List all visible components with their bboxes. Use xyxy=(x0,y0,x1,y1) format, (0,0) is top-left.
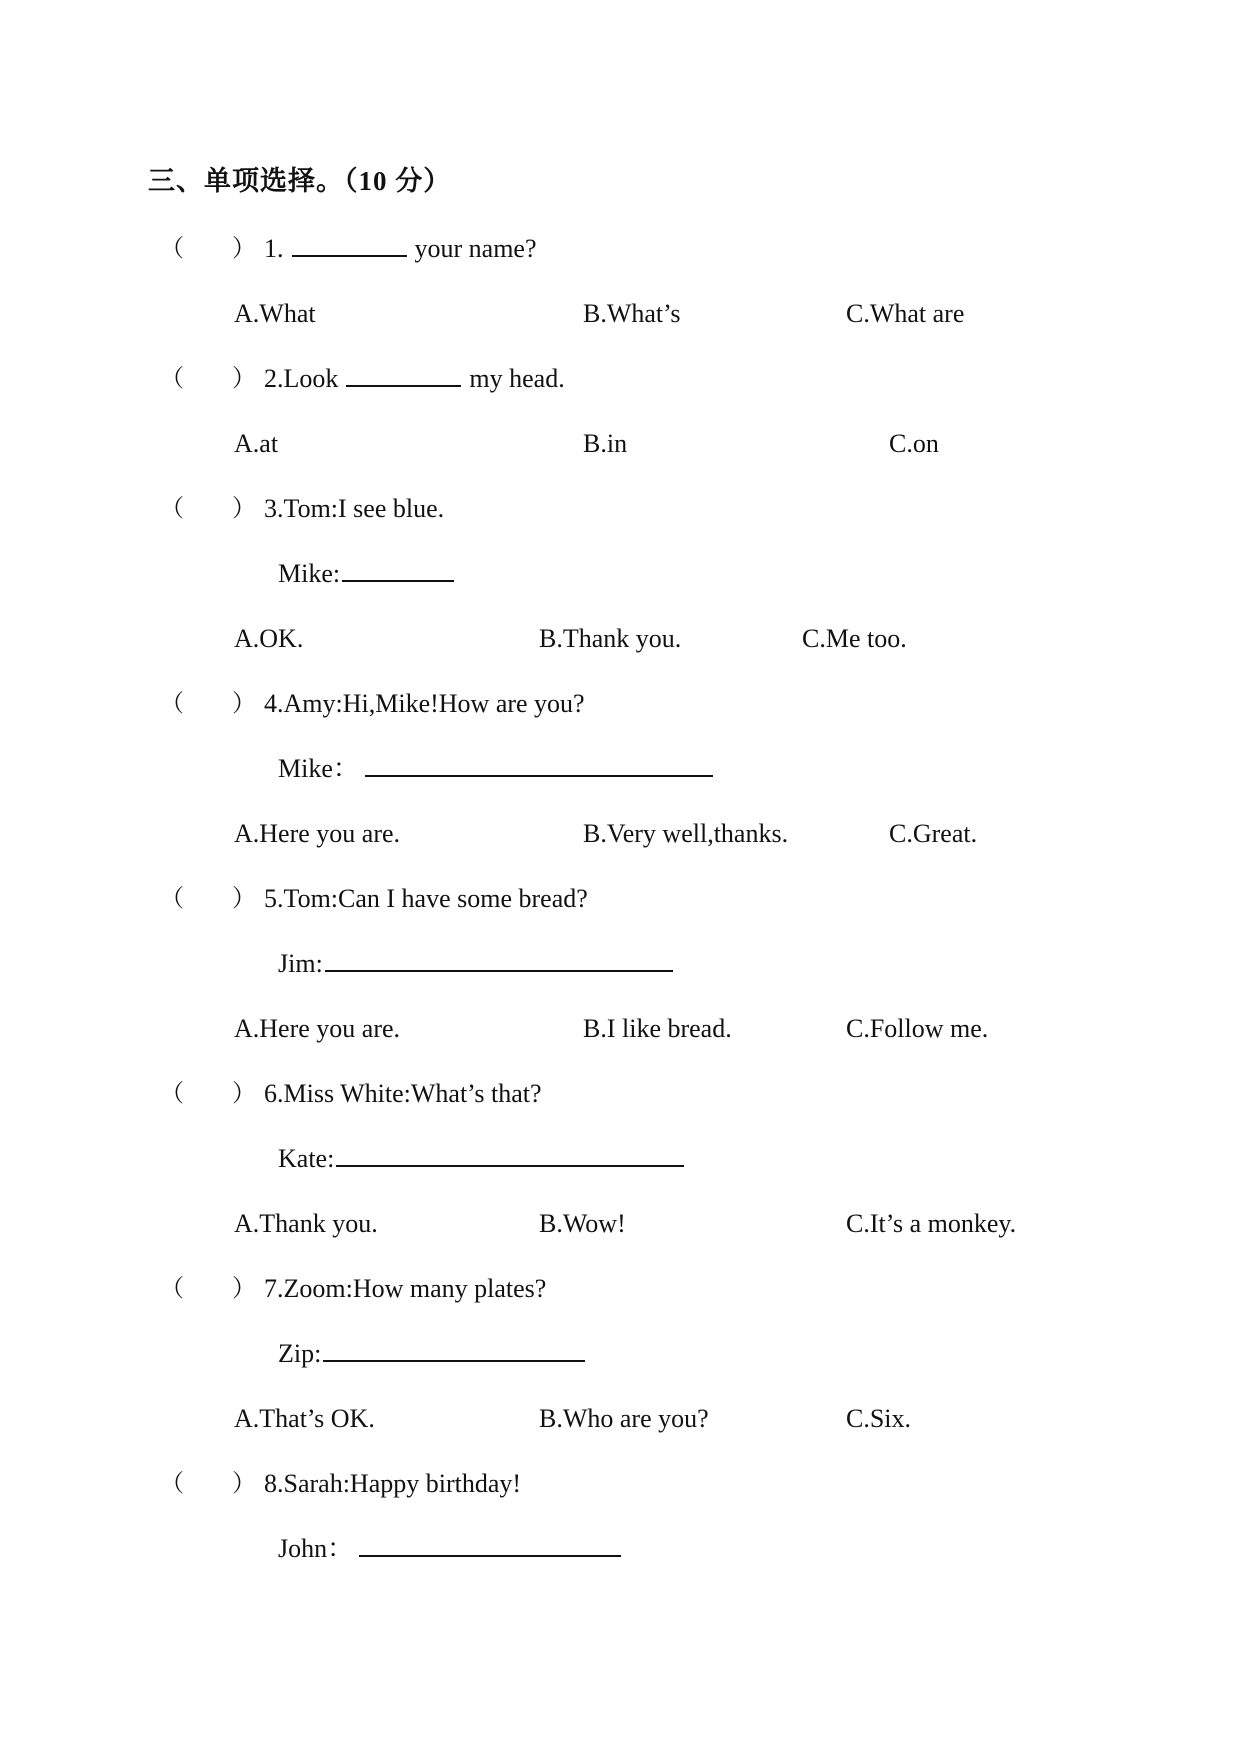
question-text: Sarah:Happy birthday! xyxy=(283,1469,522,1498)
question-8-reply xyxy=(278,1534,629,1564)
reply-speaker: Mike: xyxy=(278,559,341,588)
question-number: 3. xyxy=(264,494,284,523)
option-b: B.Thank you. xyxy=(539,624,682,653)
reply-speaker: John： xyxy=(278,1534,354,1563)
question-text: Tom:I see blue. xyxy=(283,494,445,523)
question-number: 5. xyxy=(264,884,284,913)
question-text: Tom:Can I have some bread? xyxy=(283,884,588,913)
answer-paren-open-3: （ xyxy=(160,496,184,522)
answer-paren-close-8: ） xyxy=(232,1471,256,1497)
question-number: 7. xyxy=(264,1274,284,1303)
option-c: C.Six. xyxy=(846,1404,912,1433)
option-a: A.OK. xyxy=(234,624,304,653)
reply-speaker: Jim: xyxy=(278,949,323,978)
question-number: 2. xyxy=(264,364,284,393)
reply-speaker: Zip: xyxy=(278,1339,322,1368)
question-4-reply xyxy=(278,754,721,784)
question-text: Look xyxy=(283,364,339,393)
option-b: B.What’s xyxy=(583,299,681,328)
question-8-stem xyxy=(264,1469,521,1499)
answer-paren-close-4: ） xyxy=(232,691,256,717)
question-text: Miss White:What’s that? xyxy=(283,1079,542,1108)
option-b: B.Who are you? xyxy=(539,1404,709,1433)
question-number: 1. xyxy=(264,234,284,263)
answer-paren-open-6: （ xyxy=(160,1081,184,1107)
option-b: B.Wow! xyxy=(539,1209,626,1238)
answer-paren-open-7: （ xyxy=(160,1276,184,1302)
answer-blank[interactable] xyxy=(359,1535,621,1557)
question-text: your name? xyxy=(414,234,537,263)
option-c: C.on xyxy=(889,429,939,458)
question-text: my head. xyxy=(469,364,565,393)
option-a: A.Thank you. xyxy=(234,1209,378,1238)
answer-blank[interactable] xyxy=(342,560,454,582)
reply-speaker: Kate: xyxy=(278,1144,335,1173)
option-a: A.Here you are. xyxy=(234,819,401,848)
option-c: C.Follow me. xyxy=(846,1014,989,1043)
question-text: Zoom:How many plates? xyxy=(283,1274,547,1303)
answer-paren-close-1: ） xyxy=(232,236,256,262)
answer-paren-close-5: ） xyxy=(232,886,256,912)
option-c: C.Me too. xyxy=(802,624,907,653)
question-4-stem xyxy=(264,689,585,719)
option-c: C.Great. xyxy=(889,819,978,848)
option-b: B.in xyxy=(583,429,628,458)
question-number: 8. xyxy=(264,1469,284,1498)
question-number: 6. xyxy=(264,1079,284,1108)
answer-paren-close-3: ） xyxy=(232,496,256,522)
answer-blank[interactable] xyxy=(325,950,673,972)
answer-blank[interactable] xyxy=(346,365,461,387)
answer-paren-open-5: （ xyxy=(160,886,184,912)
question-1-stem xyxy=(264,234,537,264)
option-a: A.That’s OK. xyxy=(234,1404,375,1433)
reply-speaker: Mike： xyxy=(278,754,359,783)
answer-paren-close-7: ） xyxy=(232,1276,256,1302)
question-5-reply xyxy=(278,949,681,979)
answer-paren-open-4: （ xyxy=(160,691,184,717)
question-3-stem xyxy=(264,494,444,524)
option-a: A.What xyxy=(234,299,316,328)
answer-paren-open-1: （ xyxy=(160,236,184,262)
option-a: A.Here you are. xyxy=(234,1014,401,1043)
question-7-reply xyxy=(278,1339,593,1369)
option-c: C.It’s a monkey. xyxy=(846,1209,1017,1238)
answer-blank[interactable] xyxy=(292,235,407,257)
answer-blank[interactable] xyxy=(336,1145,684,1167)
question-6-stem xyxy=(264,1079,542,1109)
question-3-reply xyxy=(278,559,462,589)
answer-blank[interactable] xyxy=(365,755,713,777)
question-7-stem xyxy=(264,1274,546,1304)
answer-paren-open-2: （ xyxy=(160,366,184,392)
question-2-stem xyxy=(264,364,565,394)
answer-paren-close-2: ） xyxy=(232,366,256,392)
option-a: A.at xyxy=(234,429,279,458)
question-text: Amy:Hi,Mike!How are you? xyxy=(283,689,585,718)
answer-blank[interactable] xyxy=(323,1340,585,1362)
answer-paren-close-6: ） xyxy=(232,1081,256,1107)
option-b: B.Very well,thanks. xyxy=(583,819,789,848)
question-6-reply xyxy=(278,1144,692,1174)
question-number: 4. xyxy=(264,689,284,718)
answer-paren-open-8: （ xyxy=(160,1471,184,1497)
option-c: C.What are xyxy=(846,299,965,328)
question-5-stem xyxy=(264,884,588,914)
section-heading: 三、单项选择。（10 分） xyxy=(148,166,452,196)
option-b: B.I like bread. xyxy=(583,1014,732,1043)
